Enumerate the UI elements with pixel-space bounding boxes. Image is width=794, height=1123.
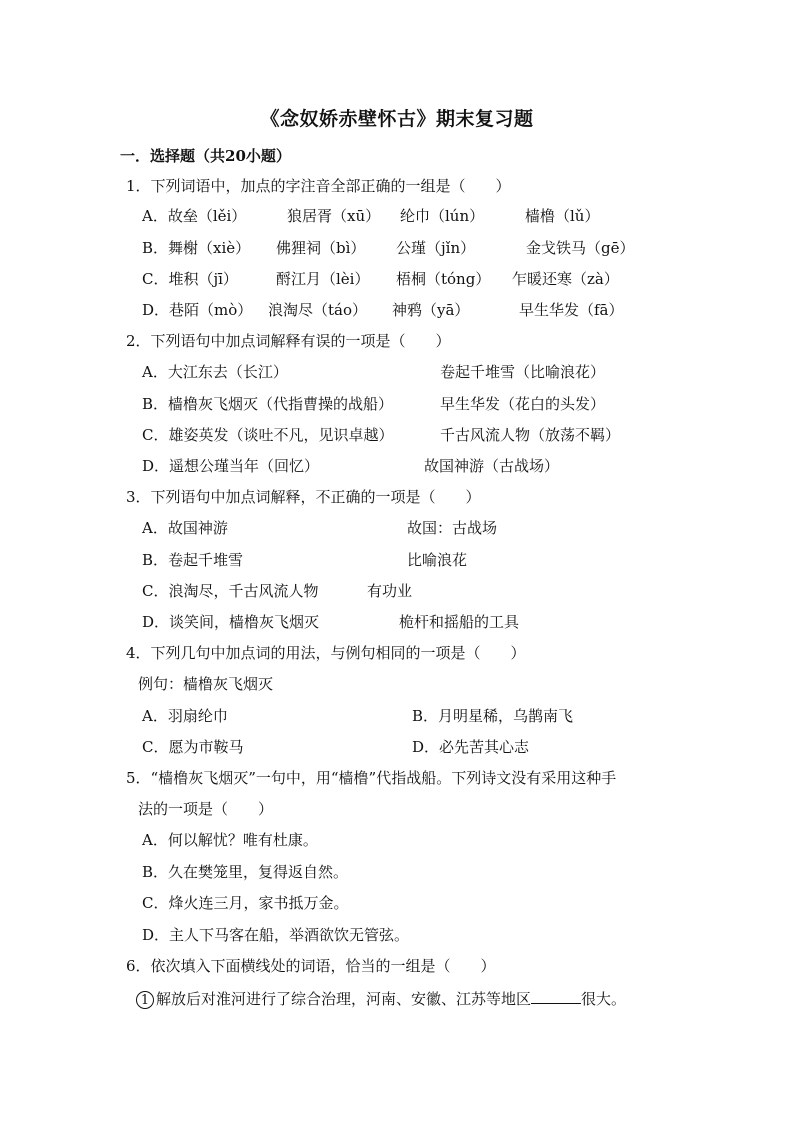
question-5-stem-line-1: 5．“樯橹灰飞烟灭”一句中，用“樯橹”代指战船。下列诗文没有采用这种手: [126, 769, 617, 787]
q1-option-a-2: 狼居胥（xū）: [287, 207, 381, 225]
q4-option-b: B．月明星稀，乌鹊南飞: [412, 707, 574, 725]
q1-option-a-4: 樯橹（lǔ）: [525, 207, 600, 225]
q2-option-a-2: 卷起千堆雪（比喻浪花）: [440, 363, 606, 381]
q6-item-1-tail: 很大。: [581, 990, 627, 1008]
q2-option-b-2: 早生华发（花白的头发）: [440, 395, 606, 413]
q2-option-b-1: B．樯橹灰飞烟灭（代指曹操的战船）: [142, 395, 394, 413]
q4-option-c: C．愿为市鞍马: [142, 738, 244, 756]
q1-option-c-4: 乍暖还寒（zà）: [512, 270, 619, 288]
question-2-stem: 2．下列语句中加点词解释有误的一项是（ ）: [126, 332, 451, 350]
q1-option-b-1: B．舞榭（xiè）: [142, 239, 251, 257]
q5-option-a: A．何以解忧？唯有杜康。: [142, 831, 318, 849]
q1-option-a-3: 纶巾（lún）: [400, 207, 485, 225]
q1-option-a-1: A．故垒（lěi）: [142, 207, 247, 225]
q1-option-d-4: 早生华发（fā）: [519, 301, 624, 319]
q4-option-d: D．必先苦其心志: [412, 738, 530, 756]
question-6-stem: 6．依次填入下面横线处的词语，恰当的一组是（ ）: [126, 957, 496, 975]
q3-option-c-2: 有功业: [367, 582, 413, 600]
q1-option-b-4: 金戈铁马（gē）: [526, 239, 635, 257]
q5-option-d: D．主人下马客在船，举酒欲饮无管弦。: [142, 926, 410, 944]
question-5-stem-line-2: 法的一项是（ ）: [138, 800, 274, 818]
q2-option-d-2: 故国神游（古战场）: [424, 457, 560, 475]
q3-option-d-2: 桅杆和摇船的工具: [399, 613, 520, 631]
q4-example: 例句：樯橹灰飞烟灭: [138, 675, 274, 693]
q3-option-b-2: 比喻浪花: [407, 551, 468, 569]
q1-option-d-2: 浪淘尽（táo）: [268, 301, 368, 319]
circled-number-1: 1: [136, 991, 154, 1009]
q3-option-b-1: B．卷起千堆雪: [142, 551, 244, 569]
q1-option-d-1: D．巷陌（mò）: [142, 301, 253, 319]
q3-option-a-1: A．故国神游: [142, 519, 228, 537]
question-3-stem: 3．下列语句中加点词解释，不正确的一项是（ ）: [126, 488, 481, 506]
q1-option-c-1: C．堆积（jī）: [142, 270, 238, 288]
q2-option-d-1: D．遥想公瑾当年（回忆）: [142, 457, 320, 475]
q1-option-c-2: 酹江月（lèi）: [276, 270, 370, 288]
q5-option-b: B．久在樊笼里，复得返自然。: [142, 863, 349, 881]
document-title: 《念奴娇赤壁怀古》期末复习题: [260, 108, 534, 130]
q1-option-b-2: 佛狸祠（bì）: [276, 239, 366, 257]
q2-option-c-2: 千古风流人物（放荡不羁）: [440, 426, 621, 444]
q1-option-b-3: 公瑾（jǐn）: [396, 239, 476, 257]
q4-option-a: A．羽扇纶巾: [142, 707, 228, 725]
q5-option-c: C．烽火连三月，家书抵万金。: [142, 894, 349, 912]
q3-option-d-1: D．谈笑间，樯橹灰飞烟灭: [142, 613, 320, 631]
question-1-stem: 1．下列词语中，加点的字注音全部正确的一组是（ ）: [126, 177, 511, 195]
q1-option-c-3: 梧桐（tóng）: [396, 270, 491, 288]
fill-blank: [531, 987, 581, 1004]
q1-option-d-3: 神鸦（yā）: [392, 301, 470, 319]
q2-option-a-1: A．大江东去（长江）: [142, 363, 288, 381]
q6-item-1: [136, 987, 626, 1009]
question-4-stem: 4．下列几句中加点词的用法，与例句相同的一项是（ ）: [126, 644, 526, 662]
q6-item-1-text: 解放后对淮河进行了综合治理，河南、安徽、江苏等地区: [156, 990, 532, 1008]
section-heading: 一．选择题（共20小题）: [120, 147, 291, 165]
q2-option-c-1: C．雄姿英发（谈吐不凡，见识卓越）: [142, 426, 394, 444]
q3-option-a-2: 故国：古战场: [407, 519, 498, 537]
q3-option-c-1: C．浪淘尽，千古风流人物: [142, 582, 319, 600]
